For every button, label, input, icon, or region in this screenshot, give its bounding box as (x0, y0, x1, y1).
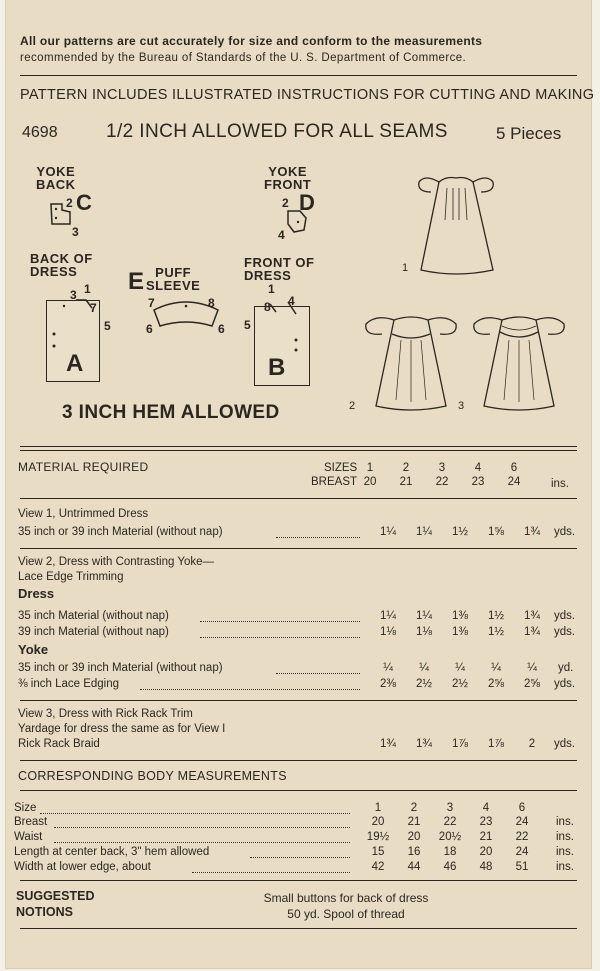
unit: ins. (556, 831, 574, 843)
value: 22 (443, 816, 457, 828)
body-length-row (14, 846, 577, 860)
view-2-number: 2 (349, 400, 356, 412)
leader-dots (200, 621, 360, 622)
row-label: 35 inch or 39 inch Material (without nap) (18, 526, 223, 538)
value: 1⅜ (452, 626, 468, 638)
size-6: 6 (510, 462, 518, 474)
view-3-dress-illustration (464, 310, 574, 410)
divider (20, 880, 577, 881)
value: 1⅛ (416, 626, 432, 638)
body-width-row (14, 861, 577, 875)
row-label: ⅜ inch Lace Edging (18, 678, 120, 690)
size-3: 3 (438, 462, 446, 474)
front-notch-5: 5 (244, 318, 251, 332)
unit: yds. (554, 626, 576, 638)
pattern-envelope-back (6, 0, 595, 968)
body-waist-row (14, 831, 577, 845)
leader-dots (192, 872, 350, 873)
yoke-back-label (36, 165, 76, 191)
sleeve-notch-7: 7 (148, 296, 155, 310)
value: 24 (515, 846, 529, 858)
row-label: Breast (14, 816, 48, 828)
unit: ins. (556, 861, 574, 873)
value: 1¼ (380, 526, 396, 538)
back-notch-5: 5 (104, 319, 111, 333)
leader-dots (250, 857, 350, 858)
value: 2 (528, 738, 536, 750)
yoke-front-notch-1: 2 (282, 196, 289, 210)
notions-label-1: SUGGESTED (16, 889, 95, 903)
material-required-title: MATERIAL REQUIRED (18, 460, 149, 474)
dress-35-row (18, 610, 577, 624)
sleeve-notch-8: 8 (208, 296, 215, 310)
value: ¼ (527, 662, 537, 674)
piece-count: 5 Pieces (496, 124, 562, 143)
value: 1¾ (380, 738, 396, 750)
instructions-banner: PATTERN INCLUDES ILLUSTRATED INSTRUCTIONS FOR CUTTING AND MAKING (20, 87, 595, 103)
view-1-dress-illustration (401, 160, 511, 280)
value: 1⅛ (380, 626, 396, 638)
unit: yds. (554, 678, 576, 690)
yoke-front-piece-icon (284, 208, 314, 238)
leader-dots (140, 689, 360, 690)
value: 24 (515, 816, 529, 828)
row-label: Size (14, 802, 37, 814)
value: 15 (371, 846, 385, 858)
back-notch-3: 3 (70, 288, 77, 302)
breast-6: 24 (507, 476, 521, 488)
view-3-note: Yardage for dress the same as for View I (18, 723, 226, 735)
view-2-title: View 2, Dress with Contrasting Yoke— (18, 556, 215, 568)
notions-label-2: NOTIONS (16, 905, 73, 919)
value: 1¾ (524, 610, 540, 622)
breast-1: 20 (363, 476, 377, 488)
sleeve-label-1: PUFF (155, 265, 192, 280)
value: 1¾ (524, 626, 540, 638)
hem-allowed-note: 3 INCH HEM ALLOWED (62, 402, 280, 423)
value: 1⅜ (452, 610, 468, 622)
front-of-dress-label (244, 256, 314, 282)
value: 20 (479, 846, 493, 858)
value: 1¼ (416, 610, 432, 622)
value: 51 (515, 861, 529, 873)
breast-label: BREAST (311, 476, 358, 488)
yoke-front-label-1: YOKE (268, 164, 308, 179)
divider (20, 548, 577, 549)
leader-dots (276, 673, 360, 674)
sleeve-notch-6b: 6 (218, 322, 225, 336)
seam-allowance: 1/2 INCH ALLOWED FOR ALL SEAMS (106, 121, 448, 142)
sizes-label: SIZES (324, 462, 358, 474)
value: 20½ (438, 831, 462, 843)
view-3-title: View 3, Dress with Rick Rack Trim (18, 708, 193, 720)
front-dots-icon (292, 336, 302, 356)
value: 21 (479, 831, 493, 843)
divider (20, 790, 577, 791)
value: 1⅞ (488, 738, 504, 750)
body-size-row (14, 802, 577, 816)
value: 2⅝ (524, 678, 540, 690)
breast-3: 22 (435, 476, 449, 488)
puff-sleeve-label (146, 266, 200, 292)
value: 20 (371, 816, 385, 828)
breast-2: 21 (399, 476, 413, 488)
value: 2⅝ (488, 678, 504, 690)
yoke-material-row (18, 662, 577, 676)
pattern-number: 4698 (22, 124, 58, 141)
yoke-back-letter: C (76, 190, 92, 215)
value: 1¼ (380, 610, 396, 622)
leader-dots (40, 813, 350, 814)
dress-39-row (18, 626, 577, 640)
ins-unit: ins. (551, 478, 569, 490)
value: 1½ (488, 626, 504, 638)
divider (20, 446, 577, 447)
value: 1¾ (416, 738, 432, 750)
value: ¼ (491, 662, 501, 674)
yoke-back-notch-1: 2 (66, 196, 73, 210)
value: 4 (482, 802, 490, 814)
row-label: Length at center back, 3" hem allowed (14, 846, 210, 858)
yoke-back-notch-2: 3 (72, 225, 79, 239)
value: 1⅝ (488, 526, 504, 538)
yoke-back-label-1: YOKE (36, 164, 76, 179)
value: 18 (443, 846, 457, 858)
value: ¼ (419, 662, 429, 674)
back-notch-7: 7 (90, 301, 97, 315)
view-1-yardage-row (18, 526, 577, 540)
divider (20, 700, 577, 701)
unit: yd. (558, 662, 574, 674)
value: 1⅞ (452, 738, 468, 750)
value: 2½ (452, 678, 468, 690)
value: 19½ (366, 831, 390, 843)
yoke-section-label: Yoke (18, 642, 49, 657)
front-notch-8: 8 (264, 300, 271, 314)
view-2-subtitle: Lace Edge Trimming (18, 571, 124, 583)
front-label-2: DRESS (244, 268, 292, 283)
intro-line-2: recommended by the Bureau of Standards of the U. S. Department of Commerce. (20, 52, 467, 64)
leader-dots (200, 637, 360, 638)
notion-thread: 50 yd. Spool of thread (287, 907, 405, 921)
value: 16 (407, 846, 421, 858)
front-notch-4: 4 (288, 294, 295, 308)
value: 23 (479, 816, 493, 828)
leader-dots (54, 842, 350, 843)
back-of-dress-label (30, 252, 93, 278)
value: 1¼ (416, 526, 432, 538)
back-label-1: BACK OF (30, 251, 93, 266)
body-breast-row (14, 816, 577, 830)
row-label: Waist (14, 831, 43, 843)
front-label-1: FRONT OF (244, 255, 315, 270)
divider (20, 760, 577, 761)
suggested-notions-label (16, 888, 95, 920)
leader-dots (54, 827, 350, 828)
dress-section-label: Dress (18, 586, 55, 601)
value: 3 (446, 802, 454, 814)
value: 44 (407, 861, 421, 873)
value: ¼ (383, 662, 393, 674)
value: 46 (443, 861, 457, 873)
row-label: 39 inch Material (without nap) (18, 626, 169, 638)
value: 2½ (416, 678, 432, 690)
yoke-front-letter: D (299, 190, 315, 215)
value: 2⅜ (380, 678, 396, 690)
size-4: 4 (474, 462, 482, 474)
value: 6 (518, 802, 526, 814)
divider (20, 450, 577, 451)
row-label: 35 inch Material (without nap) (18, 610, 169, 622)
yoke-front-label-2: FRONT (264, 177, 312, 192)
value: 1 (374, 802, 382, 814)
front-armhole-icon (254, 298, 314, 328)
unit: yds. (554, 610, 576, 622)
yoke-front-label (264, 165, 311, 191)
divider (20, 75, 577, 76)
value: 42 (371, 861, 385, 873)
leader-dots (276, 537, 360, 538)
back-label-2: DRESS (30, 264, 78, 279)
back-notch-1: 1 (84, 282, 91, 296)
value: ¼ (455, 662, 465, 674)
intro-line-1: All our patterns are cut accurately for size and conform to the measurements (20, 34, 483, 48)
value: 2 (410, 802, 418, 814)
notions-list (216, 890, 476, 922)
front-notch-1: 1 (268, 282, 275, 296)
divider (20, 928, 577, 929)
divider (20, 498, 577, 499)
row-label: 35 inch or 39 inch Material (without nap) (18, 662, 223, 674)
unit: ins. (556, 816, 574, 828)
row-label: Width at lower edge, about (14, 861, 151, 873)
value: 48 (479, 861, 493, 873)
value: 21 (407, 816, 421, 828)
value: 22 (515, 831, 529, 843)
view-2-dress-illustration (356, 310, 466, 410)
yoke-front-notch-2: 4 (278, 228, 285, 242)
yoke-back-label-2: BACK (36, 177, 76, 192)
view-1-title: View 1, Untrimmed Dress (18, 508, 149, 520)
sleeve-letter: E (128, 268, 145, 295)
value: 1¾ (524, 526, 540, 538)
sleeve-notch-6a: 6 (146, 322, 153, 336)
value: 1½ (452, 526, 468, 538)
value: 1½ (488, 610, 504, 622)
unit: ins. (556, 846, 574, 858)
sleeve-label-2: SLEEVE (146, 278, 201, 293)
back-letter: A (66, 350, 84, 377)
back-button-dots-icon (50, 330, 60, 370)
notion-buttons: Small buttons for back of dress (263, 891, 429, 905)
lace-edging-row (18, 678, 577, 692)
size-2: 2 (402, 462, 410, 474)
unit: yds. (554, 526, 576, 538)
row-label: Rick Rack Braid (18, 738, 100, 750)
body-measurements-title: CORRESPONDING BODY MEASUREMENTS (18, 769, 287, 783)
value: 20 (407, 831, 421, 843)
size-1: 1 (366, 462, 374, 474)
front-letter: B (268, 354, 286, 381)
view-1-number: 1 (402, 262, 409, 274)
rick-rack-row (18, 738, 577, 752)
breast-4: 23 (471, 476, 485, 488)
unit: yds. (554, 738, 576, 750)
view-3-number: 3 (458, 400, 465, 412)
